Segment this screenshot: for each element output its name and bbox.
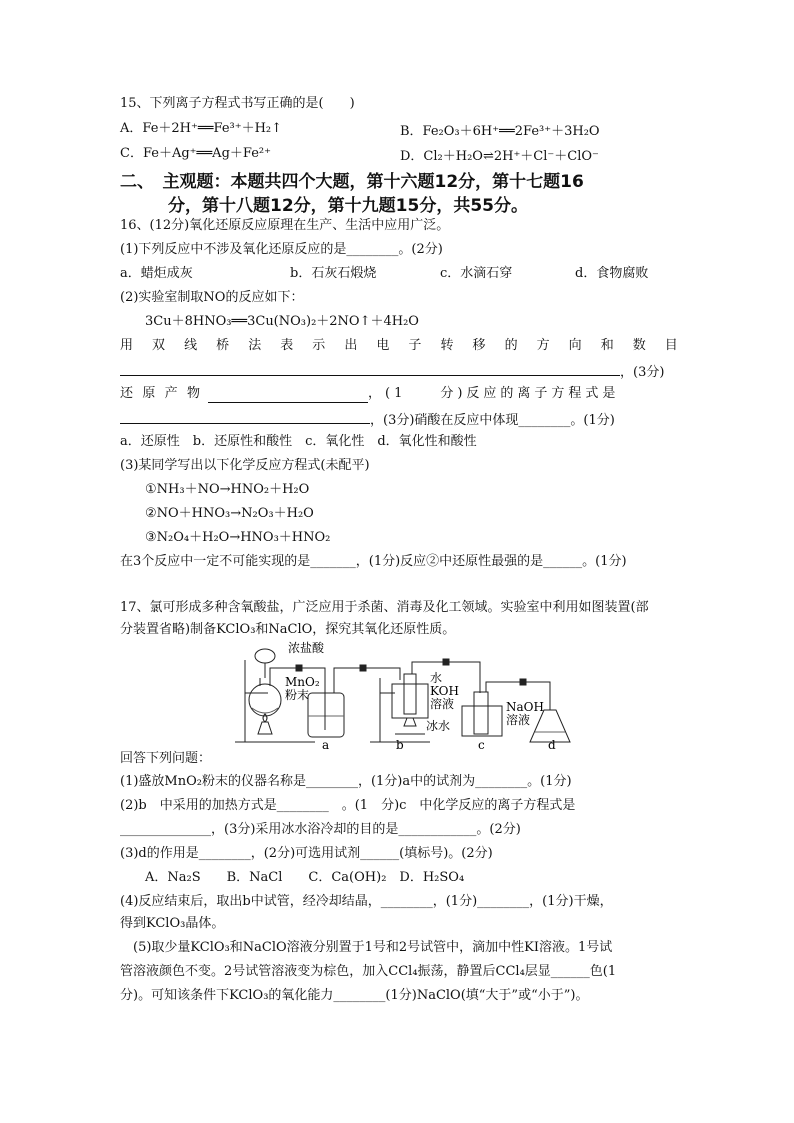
q16-char: 示 [312, 338, 326, 353]
q16-part1: (1)下列反应中不涉及氧化还原反应的是________。(2分) [120, 242, 443, 257]
q15-option-d: D．Cl₂＋H₂O⇌2H⁺＋Cl⁻＋ClO⁻ [400, 149, 599, 164]
q17-part4b: 得到KClO₃晶体。 [120, 916, 225, 931]
section-heading-line2: 分，第十八题12分，第十九题15分，共55分。 [168, 196, 528, 216]
q16-part2: (2)实验室制取NO的反应如下： [120, 290, 304, 305]
q16-p2-options: a．还原性 b．还原性和酸性 c．氧化性 d．氧化性和酸性 [120, 434, 477, 449]
q16-eq1: ①NH₃＋NO→HNO₂＋H₂O [145, 482, 310, 497]
q16-char: 双 [152, 338, 166, 353]
label-powder: 粉末 [285, 688, 310, 702]
q16-char: 物 [186, 386, 200, 401]
q16-part3: (3)某同学写出以下化学反应方程式(未配平) [120, 458, 370, 473]
q16-p2-question1 [120, 337, 678, 355]
q16-p2-score1: ，(3分) [620, 365, 665, 380]
q17-stem-line1: 17、氯可形成多种含氧酸盐，广泛应用于杀菌、消毒及化工领域。实验室中利用如图装置(部 [120, 600, 649, 615]
q16-char: 目 [664, 338, 678, 353]
q16-part1-options [120, 265, 680, 283]
beaker-c [462, 706, 502, 736]
q17-part2b: ______________，(3分)采用冰水浴冷却的目的是____________。(2分) [120, 822, 521, 837]
q16-char: 法 [248, 338, 262, 353]
q16-eq3: ③N₂O₄＋H₂O→HNO₃＋HNO₂ [145, 530, 331, 545]
label-naoh: NaOH [506, 700, 544, 714]
q16-q2-label [120, 385, 200, 403]
separatory-funnel [255, 649, 275, 663]
label-d: d [548, 738, 556, 750]
label-c: c [478, 738, 485, 750]
answer-blank[interactable] [120, 409, 370, 424]
apparatus-diagram [230, 638, 575, 750]
q16-char: 原 [142, 386, 156, 401]
q17-prompt: 回答下列问题： [120, 751, 212, 766]
label-koh-solution: 溶液 [430, 697, 455, 711]
q16-char: 还 [120, 386, 134, 401]
test-tube-b [404, 674, 416, 714]
q16-char: 出 [344, 338, 358, 353]
q16-equation: 3Cu＋8HNO₃══3Cu(NO₃)₂＋2NO↑＋4H₂O [145, 314, 419, 329]
label-b: b [396, 738, 404, 750]
q17-part5a: (5)取少量KClO₃和NaClO溶液分别置于1号和2号试管中，滴加中性KI溶液。1号试 [120, 940, 613, 955]
q16-char: 电 [376, 338, 390, 353]
q16-stem: 16、(12分)氧化还原反应原理在生产、生活中应用广泛。 [120, 218, 450, 233]
q17-part3: (3)d的作用是________，(2分)可选用试剂______(填标号)。(2分) [120, 846, 493, 861]
q16-option-d: d．食物腐败 [575, 266, 649, 281]
label-a: a [322, 738, 330, 750]
q17-part2a: (2)b 中采用的加热方式是________ 。(1 分)c 中化学反应的离子方程式是 [120, 798, 576, 813]
flame [263, 714, 267, 722]
q16-char: 方 [536, 338, 550, 353]
q16-option-a: a．蜡炬成灰 [120, 266, 193, 281]
alcohol-lamp [258, 722, 272, 734]
q16-p2-question2 [120, 385, 678, 403]
section-heading-line1: 二、 主观题：本题共四个大题，第十六题12分，第十七题16 [120, 172, 584, 192]
q16-p2-question3 [120, 409, 615, 430]
tube-a-to-b [334, 668, 400, 693]
q15-stem: 15、下列离子方程式书写正确的是( ) [120, 96, 355, 111]
q17-stem-line2: 分装置省略)制备KClO₃和NaClO，探究其氧化还原性质。 [120, 622, 456, 637]
q16-p2-mid: ，(1 分)反应的离子方程式是 [368, 386, 620, 401]
answer-blank[interactable] [208, 388, 368, 403]
q16-char: 子 [408, 338, 422, 353]
beaker-b [392, 684, 428, 718]
label-water: 水 [430, 671, 443, 685]
gas-washing-bottle-a [308, 693, 344, 737]
q15-option-b: B．Fe₂O₃＋6H⁺══2Fe³⁺＋3H₂O [400, 124, 600, 139]
q16-p2-tail: ，(3分)硝酸在反应中体现________。(1分) [370, 413, 615, 428]
q17-part5c: 分)。可知该条件下KClO₃的氧化能力________(1分)NaClO(填“大于”或“小于”)。 [120, 988, 589, 1003]
q16-part3-question: 在3个反应中一定不可能实现的是_______，(1分)反应②中还原性最强的是______。(1分) [120, 554, 627, 569]
q16-p2-answer1-line [120, 361, 664, 382]
round-bottom-flask [249, 684, 281, 716]
q16-option-b: b．石灰石煅烧 [290, 266, 377, 281]
q16-char: 线 [184, 338, 198, 353]
q17-part4a: (4)反应结束后，取出b中试管，经冷却结晶，________，(1分)________，(1分)干燥， [120, 894, 613, 909]
q17-part5b: 管溶液颜色不变。2号试管溶液变为棕色，加入CCl₄振荡，静置后CCl₄层显______色(1 [120, 964, 617, 979]
test-tube-c [474, 692, 488, 734]
q16-char: 数 [632, 338, 646, 353]
burner-b [404, 718, 416, 726]
q16-char: 移 [472, 338, 486, 353]
q16-option-c: c．水滴石穿 [440, 266, 513, 281]
label-koh: KOH [430, 684, 459, 698]
q16-char: 转 [440, 338, 454, 353]
label-acid: 浓盐酸 [288, 641, 325, 655]
answer-blank[interactable] [120, 361, 620, 376]
label-naoh-solution: 溶液 [506, 713, 531, 727]
q17-part3-options: A．Na₂S B．NaCl C．Ca(OH)₂ D．H₂SO₄ [145, 870, 465, 885]
q17-part1: (1)盛放MnO₂粉末的仪器名称是________，(1分)a中的试剂为________。(1分) [120, 774, 572, 789]
q15-option-a: A．Fe＋2H⁺══Fe³⁺＋H₂↑ [120, 121, 283, 136]
q16-char: 产 [164, 386, 178, 401]
q16-char: 用 [120, 338, 134, 353]
q16-char: 的 [504, 338, 518, 353]
label-ice-water: 冰水 [426, 719, 451, 733]
q16-char: 向 [568, 338, 582, 353]
label-mno2: MnO₂ [285, 675, 320, 689]
q16-eq2: ②NO＋HNO₃→N₂O₃＋H₂O [145, 506, 314, 521]
q15-option-c: C．Fe＋Ag⁺══Ag＋Fe²⁺ [120, 146, 271, 161]
q16-char: 和 [600, 338, 614, 353]
q16-char: 桥 [216, 338, 230, 353]
q16-char: 表 [280, 338, 294, 353]
